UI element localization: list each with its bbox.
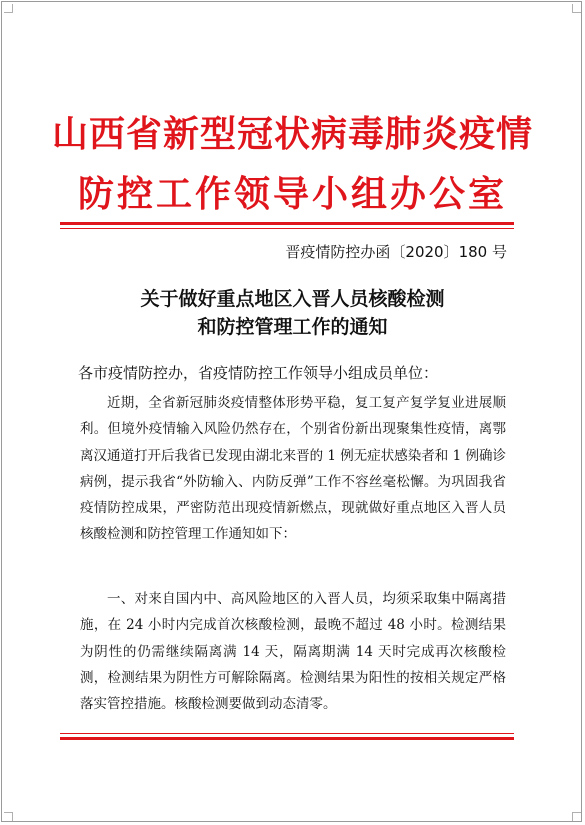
page-corner-mark	[4, 812, 13, 821]
footer-red-rule-thick	[60, 737, 514, 740]
header-red-rule-thick	[60, 222, 514, 225]
page-corner-mark	[4, 4, 13, 13]
page-corner-mark	[572, 4, 581, 13]
issuing-org-line-1: 山西省新型冠状病毒肺炎疫情	[51, 113, 533, 155]
document-title-line-2: 和防控管理工作的通知	[197, 316, 388, 338]
body-paragraph: 近期，全省新冠肺炎疫情整体形势平稳，复工复产复学复业进展顺利。但境外疫情输入风险仍然存在，个别省份新出现聚集性疫情，离鄂离汉通道打开后我省已发现由湖北来晋的 1 例无症状感染者和 1 例确诊病例，提示我省“外防输入、内防反弹”工作不容丝毫松懈。为巩固我省疫情防控成果，严密防范出现疫情新燃点，现就做好重点地区入晋人员核酸检测和防控管理工作通知如下：	[80, 395, 506, 543]
document-title-line-1: 关于做好重点地区入晋人员核酸检测	[140, 288, 445, 310]
addressee: 各市疫情防控办，省疫情防控工作领导小组成员单位：	[78, 364, 439, 382]
issuing-org-line-2: 防控工作领导小组办公室	[77, 173, 507, 215]
body-paragraph: 一、对来自国内中、高风险地区的入晋人员，均须采取集中隔离措施，在 24 小时内完成首次核酸检测，最晚不超过 48 小时。检测结果为阴性的仍需继续隔离满 14 天，隔离期满 14 天时完成再次核酸检测，检测结果为阴性方可解除隔离。检测结果为阳性的按相关规定严格落实管控措施。核酸检测要做到动态清零。	[80, 591, 506, 713]
page-corner-mark	[572, 812, 581, 821]
header-red-rule-thin	[60, 228, 514, 229]
document-number: 晋疫情防控办函〔2020〕180 号	[285, 243, 507, 261]
footer-red-rule-thin	[60, 733, 514, 734]
